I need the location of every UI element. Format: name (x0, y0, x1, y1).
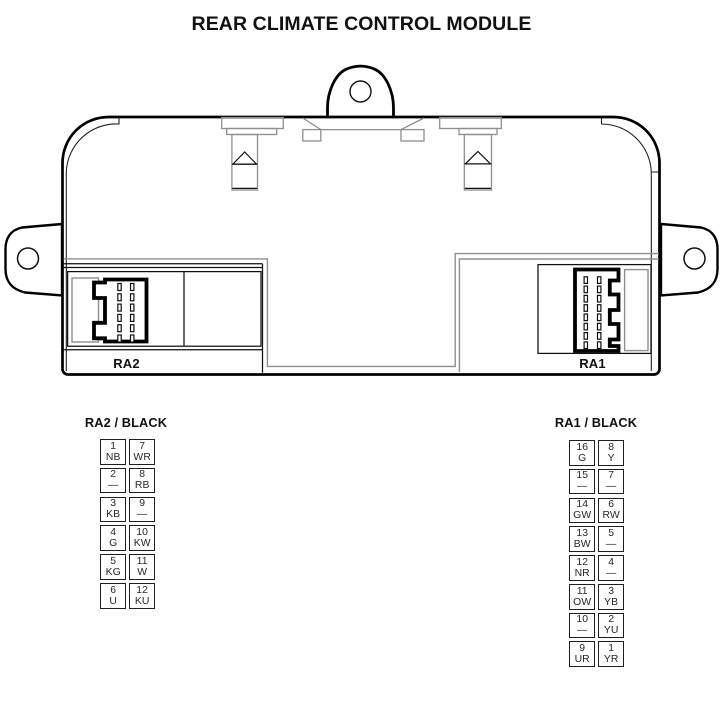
pin-cell: 11 OW (569, 584, 595, 610)
pin-cell: 8 RB (129, 468, 155, 494)
pin-cell: 3 YB (598, 584, 624, 610)
pin-table-ra1 (569, 440, 624, 667)
connector-pin (131, 325, 134, 332)
pin-cell: 12 KU (129, 583, 155, 609)
left-mounting-ear (6, 224, 63, 296)
pin-cell: 7 — (598, 469, 624, 495)
connector-pin (584, 277, 587, 284)
right-ear-hole (684, 248, 705, 269)
pin-cell: 9 — (129, 497, 155, 523)
connector-pin (584, 342, 587, 349)
pin-cell: 1 NB (100, 439, 126, 465)
connector-pin (118, 294, 121, 301)
pin-cell: 16 G (569, 440, 595, 466)
pin-cell: 6 RW (598, 498, 624, 524)
connector-pin (584, 333, 587, 340)
pin-cell: 12 NR (569, 555, 595, 581)
pin-cell: 13 BW (569, 526, 595, 552)
pin-cell: 5 — (598, 526, 624, 552)
pin-table-ra2 (100, 439, 155, 609)
ra1-table-header: RA1 / BLACK (554, 414, 638, 430)
connector-pin (118, 284, 121, 291)
pin-cell: 1 YR (598, 641, 624, 667)
module-outline (63, 117, 660, 375)
connector-pin (598, 305, 601, 312)
connector-pin (598, 314, 601, 321)
pin-cell: 4 G (100, 525, 126, 551)
connector-pin (584, 305, 587, 312)
ra2-label: RA2 (113, 355, 140, 371)
connector-pin (131, 314, 134, 321)
pin-cell: 7 WR (129, 439, 155, 465)
pin-cell: 6 U (100, 583, 126, 609)
pin-cell: 10 KW (129, 525, 155, 551)
page-title: REAR CLIMATE CONTROL MODULE (191, 13, 532, 35)
connector-pin (584, 286, 587, 293)
connector-pin (118, 325, 121, 332)
connector-pin (598, 295, 601, 302)
connector-pin (598, 277, 601, 284)
ra1-connector-drawing (575, 270, 619, 352)
ra1-label: RA1 (579, 355, 606, 371)
connector-pin (598, 333, 601, 340)
connector-pin (118, 314, 121, 321)
connector-pin (584, 295, 587, 302)
connector-pin (584, 314, 587, 321)
connector-pin (131, 294, 134, 301)
pin-cell: 8 Y (598, 440, 624, 466)
connector-pin (598, 286, 601, 293)
ra2-table-header: RA2 / BLACK (84, 414, 168, 430)
connector-pin (598, 323, 601, 330)
right-mounting-ear (661, 224, 718, 296)
pin-cell: 2 — (100, 468, 126, 494)
connector-pin (584, 323, 587, 330)
left-ear-hole (18, 248, 39, 269)
connector-pin (131, 284, 134, 291)
connector-pin (118, 335, 121, 342)
pin-cell: 4 — (598, 555, 624, 581)
connector-pin (118, 304, 121, 311)
pin-cell: 10 — (569, 613, 595, 639)
pin-cell: 2 YU (598, 613, 624, 639)
connector-pin (598, 342, 601, 349)
pin-cell: 15 — (569, 469, 595, 495)
pin-cell: 14 GW (569, 498, 595, 524)
pin-cell: 5 KG (100, 554, 126, 580)
top-tab-hole (350, 81, 371, 102)
pin-cell: 3 KB (100, 497, 126, 523)
pin-cell: 11 W (129, 554, 155, 580)
connector-pin (131, 335, 134, 342)
pin-cell: 9 UR (569, 641, 595, 667)
connector-pin (131, 304, 134, 311)
